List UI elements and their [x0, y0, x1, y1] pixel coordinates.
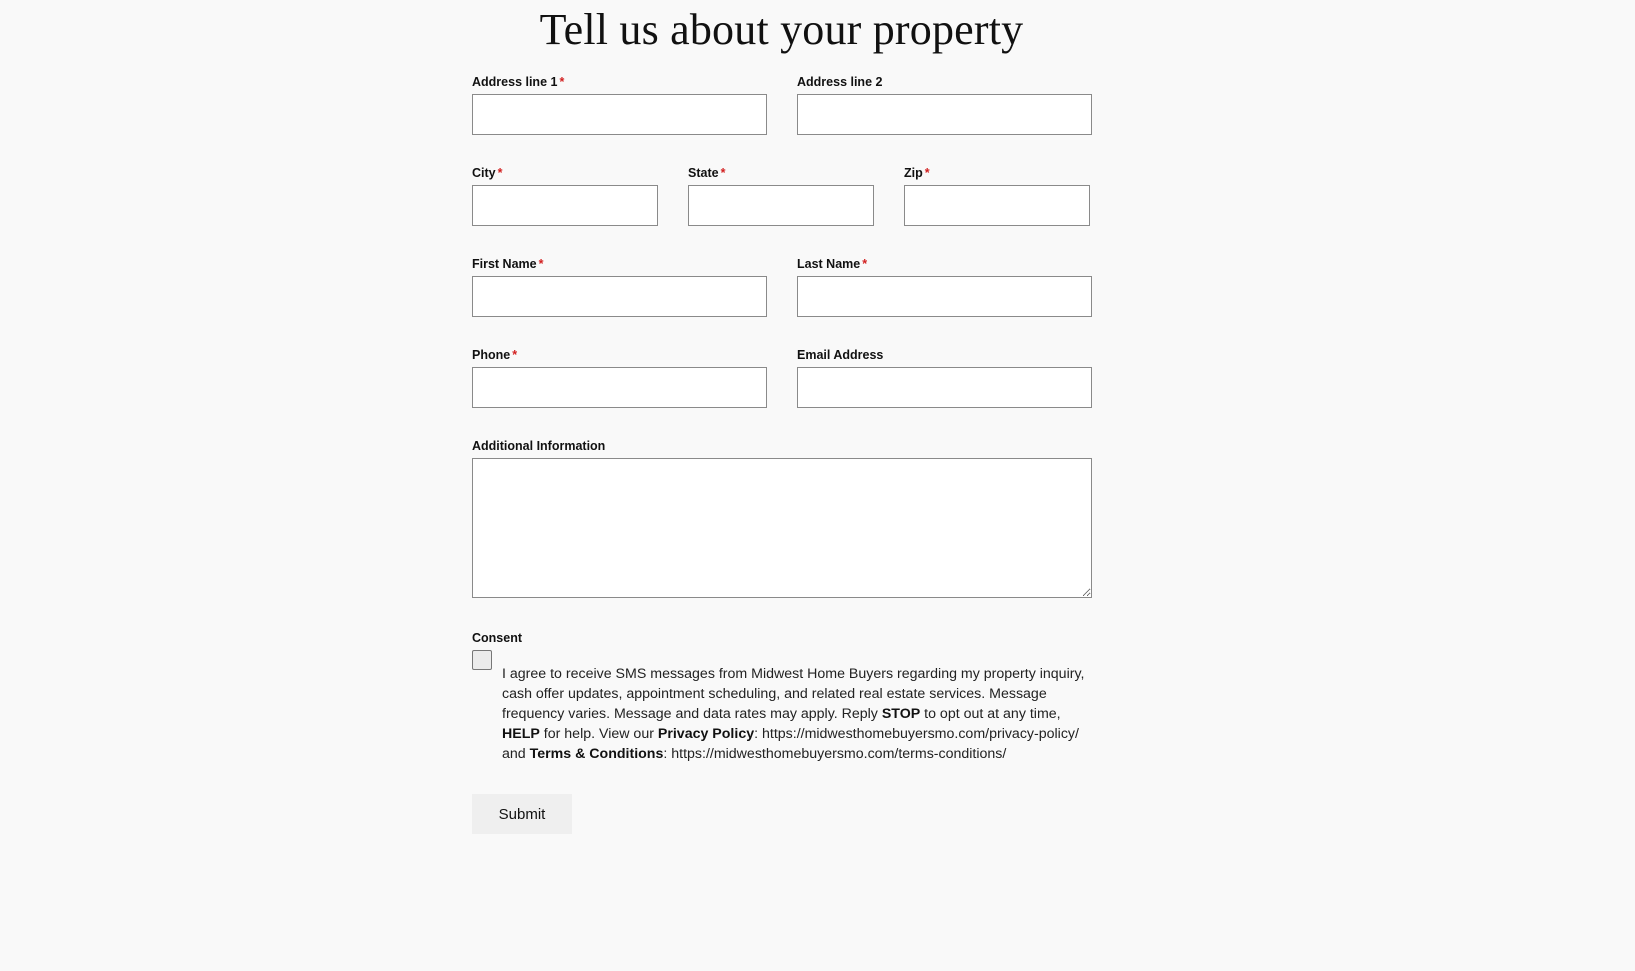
state-field [688, 165, 874, 226]
consent-label: Consent [472, 631, 522, 645]
address-line1-field [472, 74, 767, 135]
additional-info-field [472, 438, 1092, 598]
state-label [688, 165, 874, 181]
email-field [797, 347, 1092, 408]
city-state-zip-row [472, 165, 1092, 226]
consent-checkbox[interactable] [472, 650, 492, 670]
additional-info-label: Additional Information [472, 439, 606, 453]
city-field [472, 165, 658, 226]
zip-input[interactable] [904, 185, 1090, 226]
contact-row [472, 347, 1092, 408]
required-marker: * [862, 257, 868, 271]
address-line2-field [797, 74, 1092, 135]
city-label [472, 165, 658, 181]
property-form [472, 74, 1092, 834]
address-line1-input[interactable] [472, 94, 767, 135]
additional-info-textarea[interactable] [472, 458, 1092, 598]
state-label-text: State [688, 166, 719, 180]
required-marker: * [924, 166, 930, 180]
last-name-field [797, 256, 1092, 317]
state-input[interactable] [688, 185, 874, 226]
address-line2-input[interactable] [797, 94, 1092, 135]
phone-label-text: Phone [472, 348, 511, 362]
terms-conditions-url: : https://midwesthomebuyersmo.com/terms-conditions/ [663, 746, 1007, 762]
required-marker: * [559, 75, 565, 89]
name-row [472, 256, 1092, 317]
help-keyword: HELP [502, 726, 540, 742]
email-input[interactable] [797, 367, 1092, 408]
email-label [797, 347, 1092, 363]
privacy-policy-url: : https://midwesthomebuyersmo.com/privacy-policy/ and [502, 726, 1079, 762]
consent-text-part: to opt out at any time, [920, 706, 1061, 722]
last-name-input[interactable] [797, 276, 1092, 317]
zip-label [904, 165, 1090, 181]
address-row [472, 74, 1092, 135]
address-line2-label [797, 74, 1092, 90]
last-name-label [797, 256, 1092, 272]
page-title: Tell us about your property [539, 5, 1024, 54]
phone-input[interactable] [472, 367, 767, 408]
first-name-field [472, 256, 767, 317]
required-marker: * [720, 166, 726, 180]
email-label-text: Email Address [797, 348, 884, 362]
zip-field [904, 165, 1090, 226]
first-name-label [472, 256, 767, 272]
consent-text-part: for help. View our [539, 726, 658, 742]
consent-section [472, 630, 1092, 764]
submit-button[interactable]: Submit [472, 794, 572, 834]
required-marker: * [538, 257, 544, 271]
address-line2-label-text: Address line 2 [797, 75, 883, 89]
required-marker: * [512, 348, 518, 362]
privacy-policy-label: Privacy Policy [657, 726, 755, 742]
phone-field [472, 347, 767, 408]
consent-text-part: I agree to receive SMS messages from Midwest Home Buyers regarding my property inquiry, cash offer updates, appointment scheduling, and related real estate services. Message frequency varies. Message and data rates may apply. Reply [502, 666, 1085, 722]
stop-keyword: STOP [881, 706, 921, 722]
city-label-text: City [472, 166, 496, 180]
address-line1-label-text: Address line 1 [472, 75, 558, 89]
phone-label [472, 347, 767, 363]
consent-text [502, 664, 1092, 764]
city-input[interactable] [472, 185, 658, 226]
first-name-label-text: First Name [472, 257, 537, 271]
consent-row [472, 650, 1092, 764]
last-name-label-text: Last Name [797, 257, 861, 271]
required-marker: * [497, 166, 503, 180]
first-name-input[interactable] [472, 276, 767, 317]
zip-label-text: Zip [904, 166, 923, 180]
terms-conditions-label: Terms & Conditions [529, 746, 664, 762]
address-line1-label [472, 74, 767, 90]
